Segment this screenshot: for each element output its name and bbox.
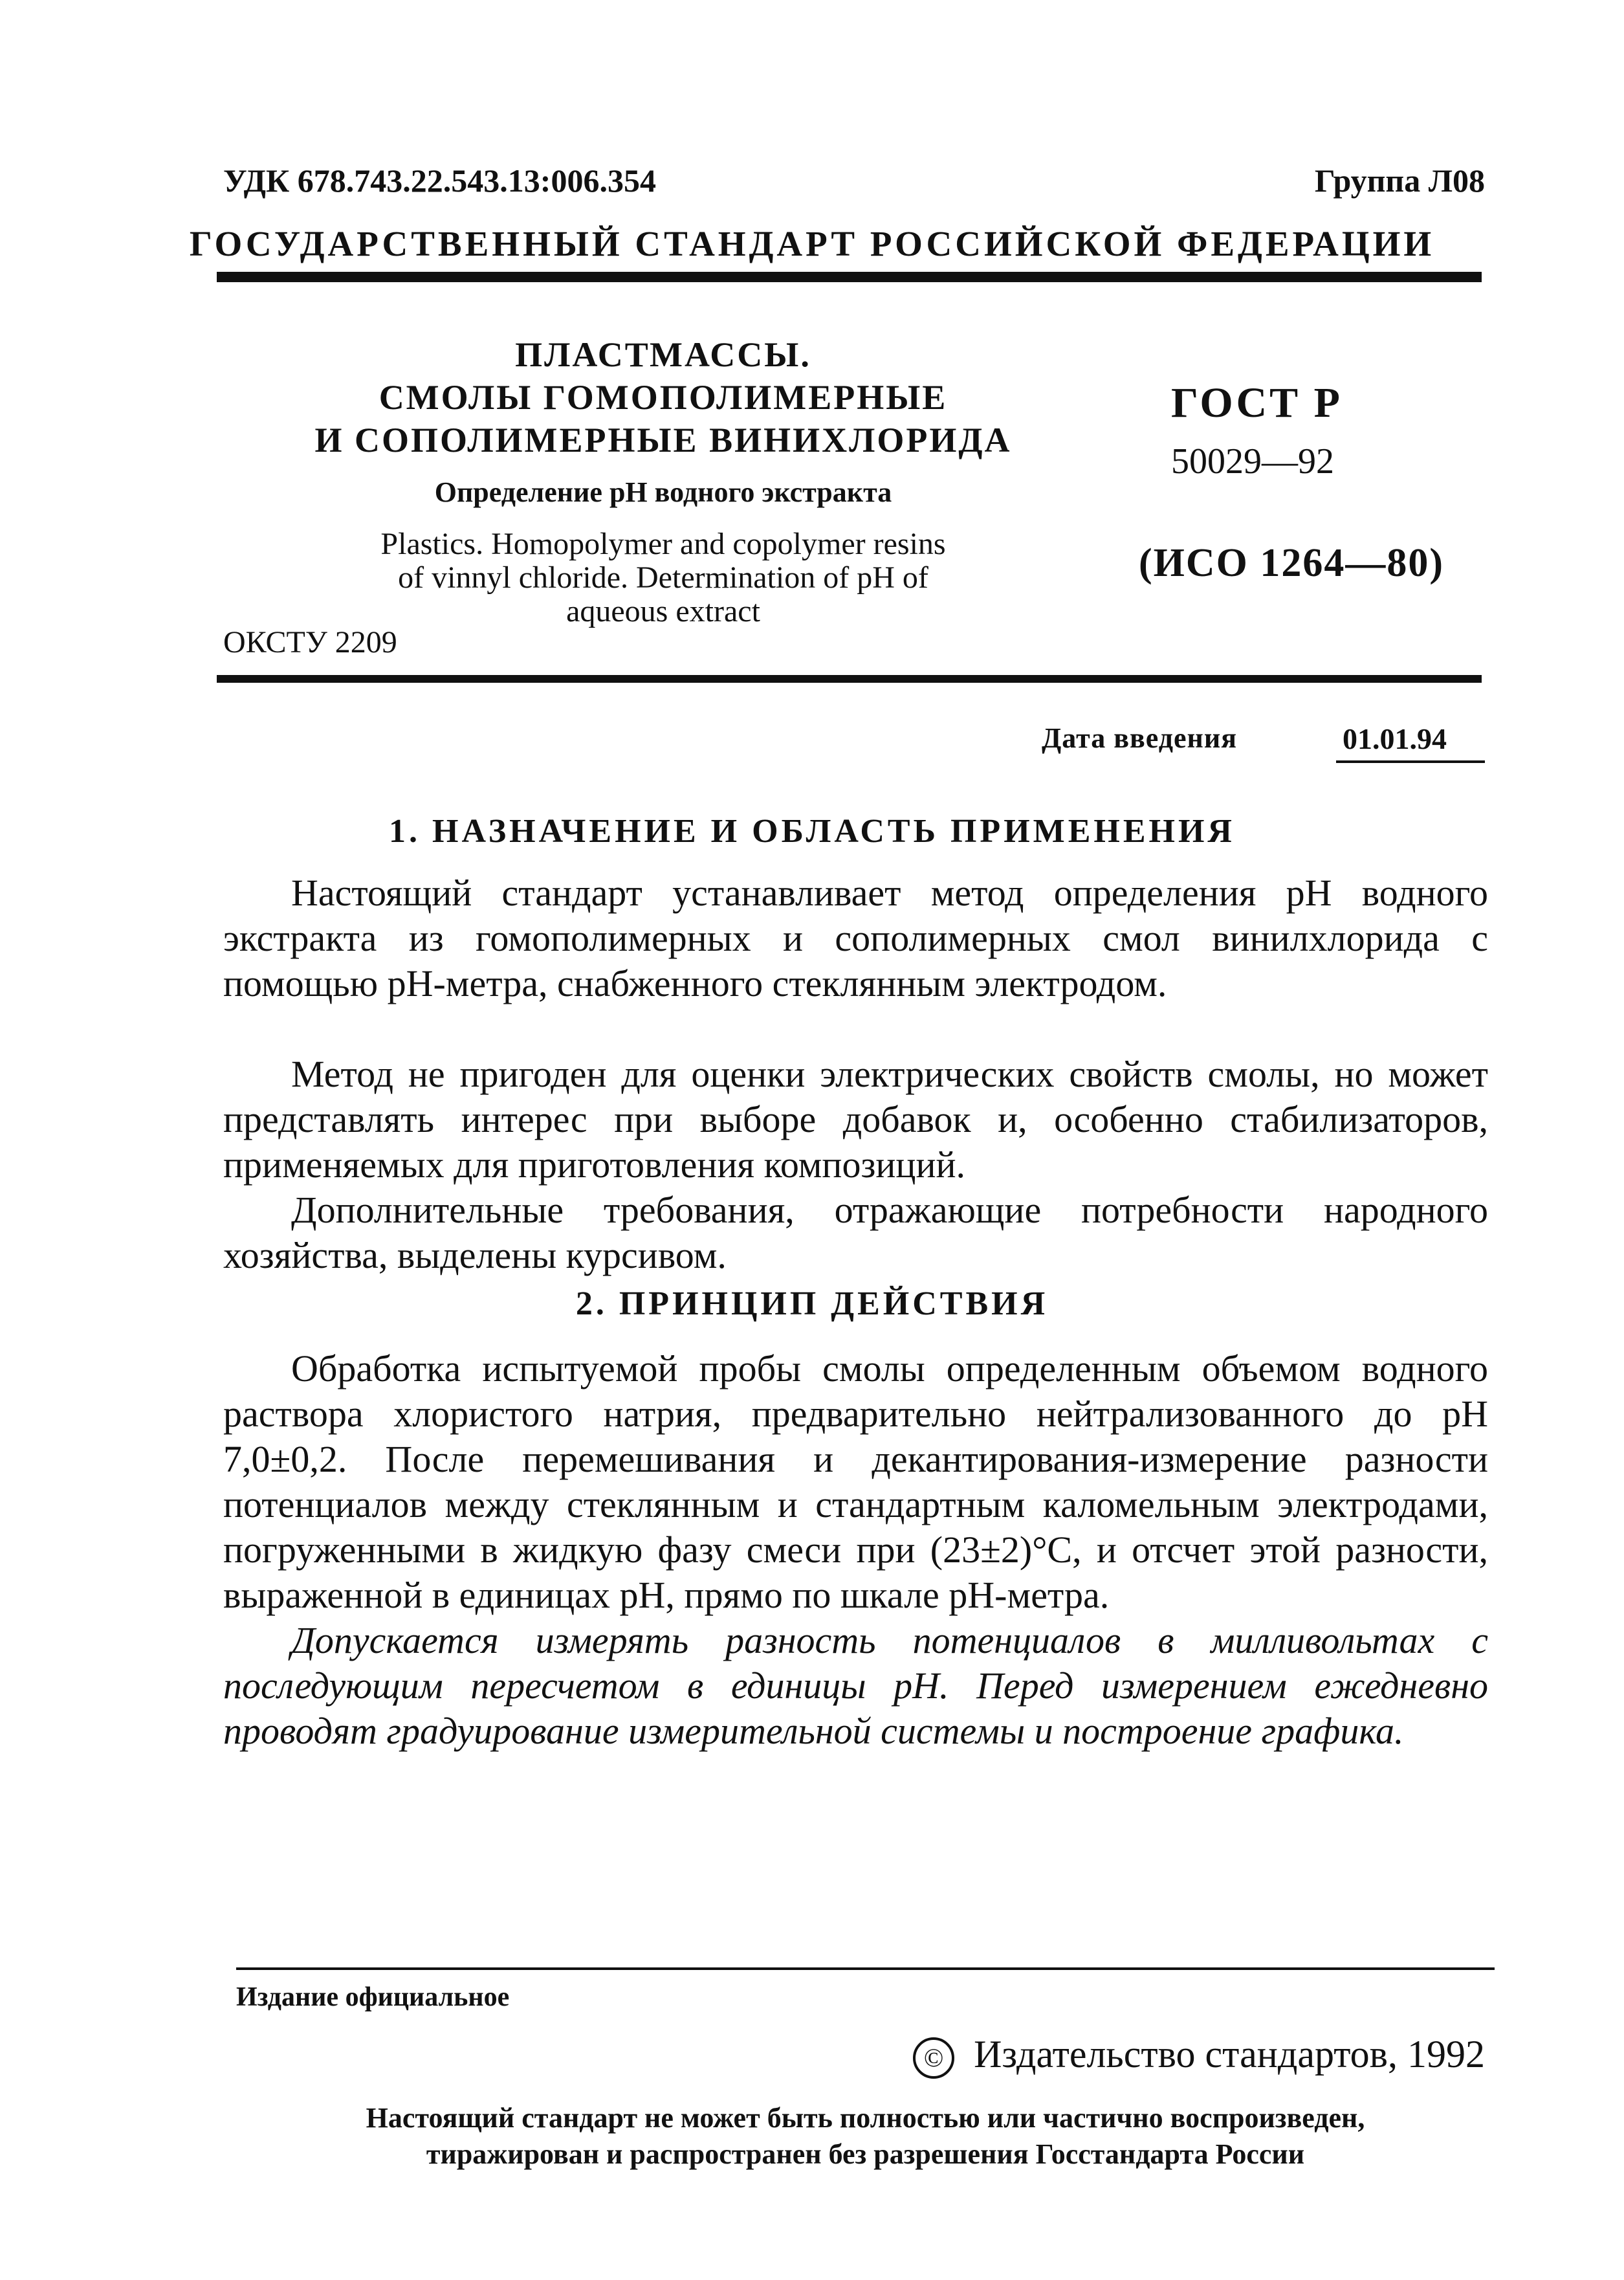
notice-line-1: Настоящий стандарт не может быть полностью или частично воспроизведен, (366, 2102, 1365, 2134)
footer-rule (236, 1967, 1495, 1970)
date-label: Дата введения (1042, 722, 1238, 754)
copyright-line (913, 2032, 1485, 2079)
english-title (304, 527, 1022, 628)
section-1-title: 1. НАЗНАЧЕНИЕ И ОБЛАСТЬ ПРИМЕНЕНИЯ (389, 813, 1235, 850)
edition-label: Издание официальное (236, 1982, 510, 2012)
gost-number: 50029—92 (1171, 441, 1334, 481)
section-1-paragraph-1: Настоящий стандарт устанавливает метод определения рН водного экстракта из гомополимерных и сополимерных смол винилхлорида с помощью рН-метра, снабженного стеклянным электродом. (223, 872, 1488, 1004)
gost-block (1171, 379, 1469, 482)
copyright-icon: © (913, 2037, 954, 2079)
gost-title: ГОСТ Р (1171, 379, 1343, 426)
english-title-line-2: of vinnyl chloride. Determination of pH of (398, 560, 928, 595)
section-1-paragraph-2: Метод не пригоден для оценки электрических свойств смолы, но может представлять интерес при выборе добавок и, особенно стабилизаторов, применяемых для приготовления композиций. (223, 1053, 1488, 1186)
reproduction-notice (233, 2100, 1498, 2173)
section-1-paragraph-3: Дополнительные требования, отражающие потребности народного хозяйства, выделены курсивом. (223, 1189, 1488, 1276)
iso-reference: (ИСО 1264—80) (1139, 541, 1445, 585)
group-code: Группа Л08 (1314, 162, 1485, 199)
date-underline (1336, 760, 1485, 763)
okstu-code: ОКСТУ 2209 (223, 625, 397, 659)
notice-line-2: тиражирован и распространен без разрешения Госстандарта России (426, 2138, 1305, 2170)
section-2-paragraph-1: Обработка испытуемой пробы смолы определенным объемом водного раствора хлористого натрия, предварительно нейтрализованного до рН 7,0±0,2. После перемешивания и декантирования-измерение разности потенциалов между стеклянным и стандартным каломельным электродами, погруженными в жидкую фазу смеси при (23±2)°С, и отсчет этой разности, выраженной в единицах рН, прямо по шкале рН-метра. (223, 1347, 1488, 1616)
english-title-line-3: aqueous extract (566, 594, 760, 628)
date-value: 01.01.94 (1343, 722, 1447, 755)
english-title-line-1: Plastics. Homopolymer and copolymer resins (380, 527, 946, 561)
copyright-text: Издательство стандартов, 1992 (974, 2033, 1485, 2075)
section-2-title: 2. ПРИНЦИП ДЕЙСТВИЯ (575, 1285, 1049, 1322)
title-rule (217, 675, 1482, 683)
header-rule (217, 272, 1482, 282)
title-line-2: СМОЛЫ ГОМОПОЛИМЕРНЫЕ (379, 378, 948, 417)
standard-header: ГОСУДАРСТВЕННЫЙ СТАНДАРТ РОССИЙСКОЙ ФЕДЕРАЦИИ (189, 224, 1435, 263)
title-line-1: ПЛАСТМАССЫ. (515, 335, 811, 374)
title-line-3: И СОПОЛИМЕРНЫЕ ВИНИХЛОРИДА (314, 421, 1012, 459)
udk-code: УДК 678.743.22.543.13:006.354 (223, 162, 656, 199)
title-subtitle: Определение рН водного экстракта (434, 476, 892, 508)
title-block (304, 333, 1022, 509)
section-2-paragraph-2: Допускается измерять разность потенциалов в милливольтах с последующим пересчетом в единицы рН. Перед измерением ежедневно проводят градуирование измерительной системы и построение графика. (223, 1619, 1488, 1752)
